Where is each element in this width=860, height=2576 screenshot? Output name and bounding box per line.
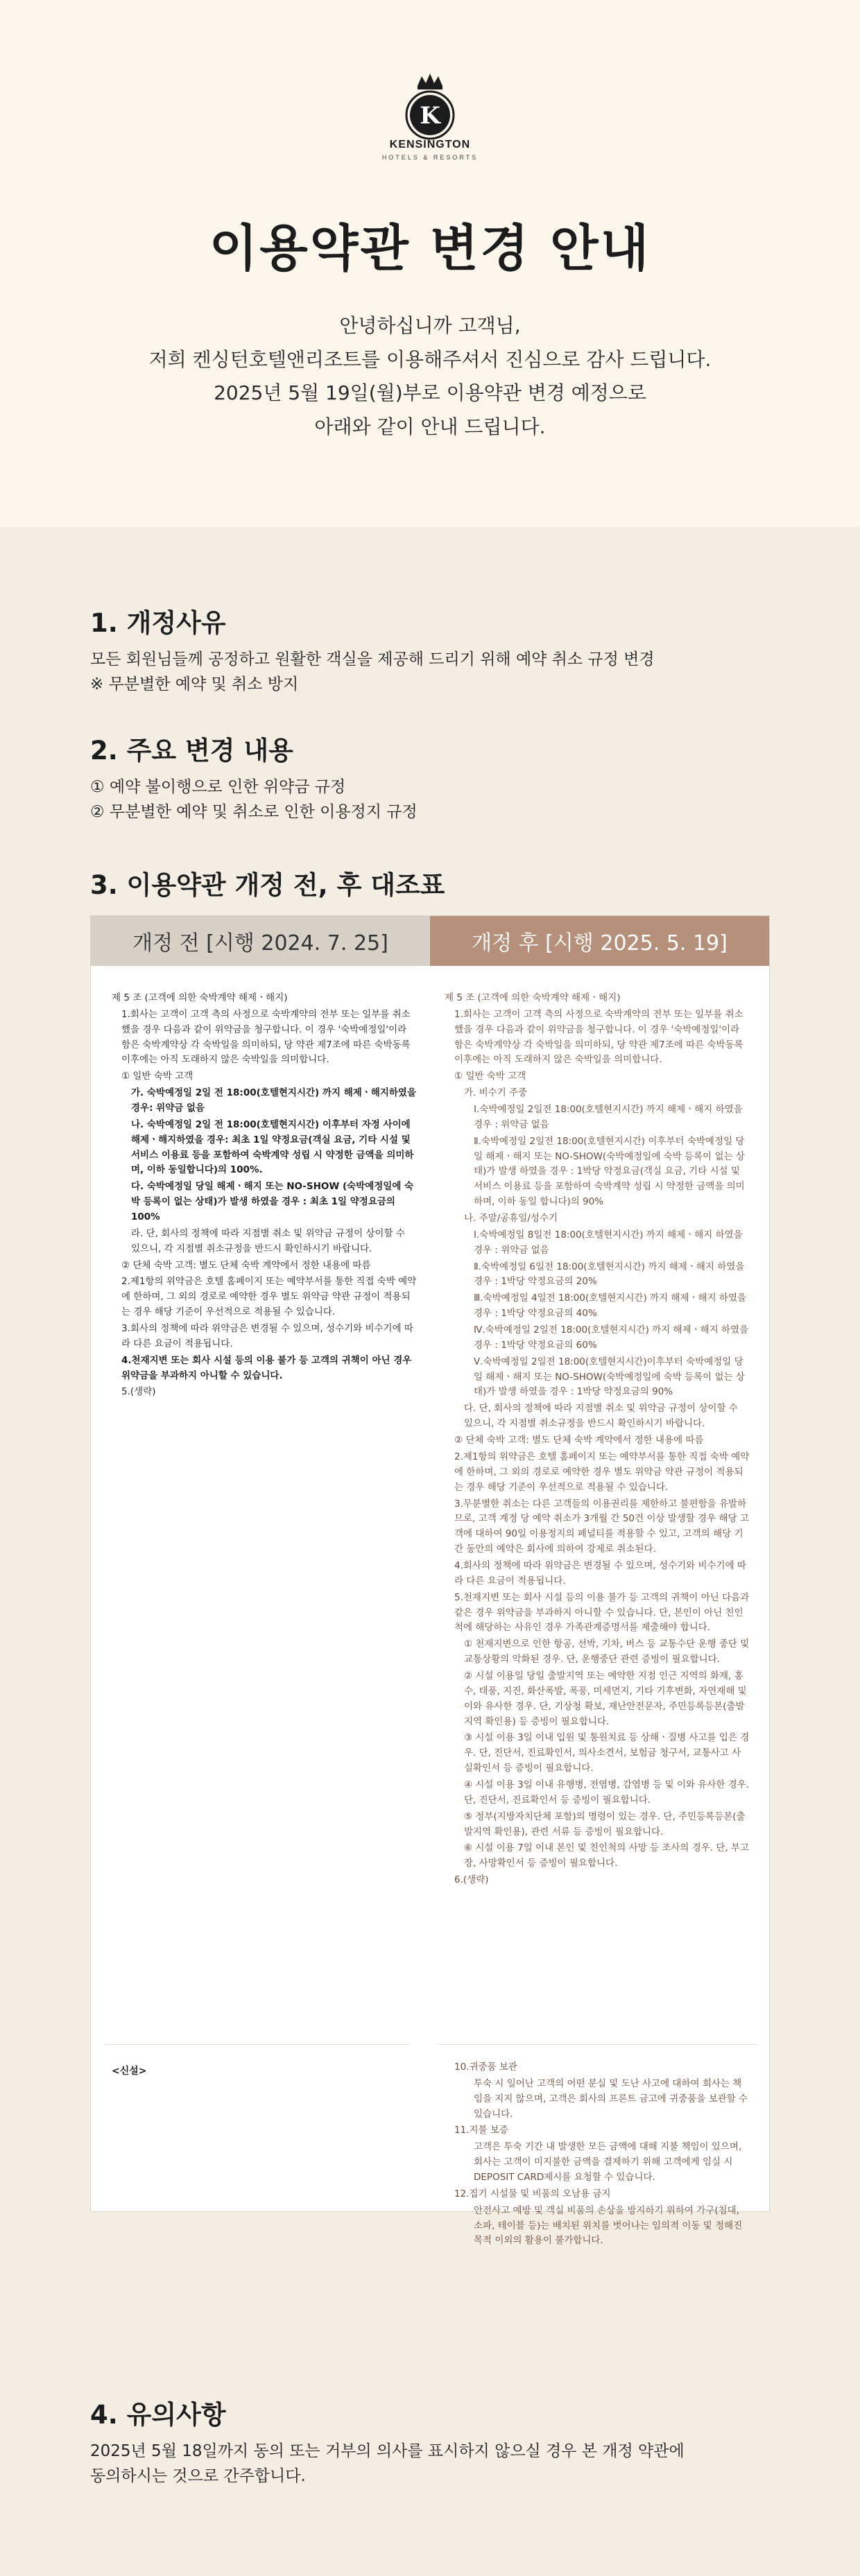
clause-line: ⑤ 정부(지방자치단체 포함)의 명령이 있는 경우. 단, 주민등록등본(출발지역 확인용), 관련 서류 등 증빙이 필요합니다. bbox=[464, 1810, 746, 1838]
clause-line: 나. 주말/공휴일/성수기 bbox=[464, 1213, 558, 1225]
clause-line: 가. 숙박예정일 2일 전 18:00(호텔현지시간) 까지 해제ㆍ해지하였을 경우: 위약금 없음 bbox=[131, 1087, 417, 1114]
svg-text:K: K bbox=[420, 102, 440, 130]
greeting-line: 아래와 같이 안내 드립니다. bbox=[314, 415, 546, 439]
divider bbox=[438, 2044, 757, 2045]
clause-line: ② 시설 이용일 당일 출발지역 또는 예약한 지점 인근 지역의 화재, 홍수, 태풍, 지진, 화산폭발, 폭풍, 미세먼지, 기타 기후변화, 자연재해 및 이와 유사한 경우. 단, 기상청 확보, 재난안전문자, 주민등록등본(출발지역 확인용) 등 증빙이 필요합니다. bbox=[464, 1670, 747, 1727]
clause-line: Ⅰ.숙박예정일 8일전 18:00(호텔현지시간) 까지 해제ㆍ해지 하였을 경우 : 위약금 없음 bbox=[474, 1229, 743, 1256]
clause-line: 4.천재지변 또는 회사 시설 등의 이용 불가 등 고객의 귀책이 아닌 경우 위약금을 부과하지 아니할 수 있습니다. bbox=[121, 1354, 412, 1381]
clause-line: 2.제1항의 위약금은 호텔 홈페이지 또는 예약부서를 통한 직접 숙박 예약에 한하며, 그 외의 경로로 예약한 경우 별도 위약금 약관 규정이 적용되는 경우 해당 기준이 우선적으로 적용될 수 있습니다. bbox=[454, 1451, 750, 1493]
clause-line: 나. 숙박예정일 2일 전 18:00(호텔현지시간) 이후부터 자정 사이에 해제ㆍ해지하였을 경우: 최초 1일 약정요금(객실 요금, 기타 시설 및 서비스 이용료 등을 포함하여 숙박계약 성립 시 약정한 금액을 의미하며, 이하 동일합니다)의 100%. bbox=[131, 1118, 414, 1176]
clause-line: Ⅱ.숙박예정일 6일전 18:00(호텔현지시간) 까지 해제ㆍ해지 하였을 경우 : 1박당 약정요금의 20% bbox=[474, 1261, 745, 1288]
greeting bbox=[0, 309, 860, 444]
section-comparison bbox=[90, 864, 770, 910]
section-text: 2025년 5월 18일까지 동의 또는 거부의 의사를 표시하지 않으실 경우 본 개정 약관에 bbox=[90, 2442, 685, 2460]
clause-line: 투숙 시 일어난 고객의 어떤 분실 및 도난 사고에 대하여 회사는 책임을 지지 않으며, 고객은 회사의 프론트 금고에 귀중품을 보관할 수 있습니다. bbox=[474, 2077, 748, 2120]
clause-line: 1.회사는 고객이 고객 측의 사정으로 숙박계약의 전부 또는 일부를 취소했을 경우 다음과 같이 위약금을 청구합니다. 이 경우 '숙박예정일'이라 함은 숙박계약상 각 숙박일을 의미하되, 당 약관 제7조에 따른 숙박동록 이후에는 아직 도래하지 않은 숙박일을 의미합니다. bbox=[454, 1008, 743, 1066]
clause-line: ① 일반 숙박 고객 bbox=[454, 1071, 526, 1082]
section-title: 2. 주요 변경 내용 bbox=[90, 736, 293, 766]
page-title: 이용약관 변경 안내 bbox=[209, 219, 651, 277]
clause-line: ③ 시설 이용 3일 이내 입원 및 통원치료 등 상해ㆍ질병 사고를 입은 경우. 단, 진단서, 진료확인서, 의사소견서, 보험금 청구서, 교통사고 사실확인서 등 증빙이 필요합니다. bbox=[464, 1732, 750, 1774]
clause-line: 11.지불 보증 bbox=[454, 2125, 508, 2136]
clause-line: ② 단체 숙박 고객: 별도 단체 숙박 계약에서 정한 내용에 따름 bbox=[121, 1259, 371, 1271]
section-notice bbox=[90, 2394, 770, 2489]
clause-line: 5.(생략) bbox=[121, 1386, 156, 1398]
clause-line: 제 5 조 (고객에 의한 숙박계약 해제ㆍ해지) bbox=[112, 992, 288, 1003]
section-text: 동의하시는 것으로 간주합니다. bbox=[90, 2466, 306, 2485]
before-header: 개정 전 [시행 2024. 7. 25] bbox=[91, 916, 430, 966]
brand-name: KENSINGTON bbox=[389, 139, 471, 150]
greeting-line: 2025년 5월 19일(월)부로 이용약관 변경 예정으로 bbox=[214, 381, 646, 405]
brand-subtitle: HOTELS & RESORTS bbox=[381, 154, 479, 161]
clause-line: ⑥ 시설 이용 7일 이내 본인 및 친인척의 사망 등 조사의 경우. 단, 부고장, 사망확인서 등 증빙이 필요합니다. bbox=[464, 1842, 750, 1869]
clause-line: 10.귀중품 보관 bbox=[454, 2061, 517, 2073]
clause-line: ① 일반 숙박 고객 bbox=[121, 1071, 194, 1082]
clause-line: 3.무분별한 취소는 다른 고객들의 이용권리를 제한하고 불편함을 유발하므로, 고객 계정 당 예약 취소가 3개월 간 50건 이상 발생할 경우 해당 고객에 대하여 90일 이용정지의 페널티를 적용할 수 있고, 고객의 해당 기간 동안의 예약은 회사에 의하여 강제로 취소된다. bbox=[454, 1498, 749, 1555]
clause-line: ① 천재지변으로 인한 항공, 선박, 기차, 버스 등 교통수단 운행 중단 및 교통상황의 악화된 경우. 단, 운행중단 관련 증빙이 필요합니다. bbox=[464, 1639, 750, 1666]
before-column bbox=[112, 991, 417, 1401]
after-header: 개정 후 [시행 2025. 5. 19] bbox=[430, 916, 769, 966]
clause-line: 안전사고 예방 및 객실 비품의 손상을 방지하기 위하여 가구(침대, 소파, 테이블 등)는 배치된 위치를 벗어나는 임의적 이동 및 정해진 목적 이외의 활용이 불가합니다. bbox=[474, 2204, 743, 2247]
greeting-line: 저희 켄싱턴호텔앤리조트를 이용해주셔서 진심으로 감사 드립니다. bbox=[148, 347, 712, 371]
clause-line: 다. 단, 회사의 정책에 따라 지점별 취소 및 위약금 규정이 상이할 수 있으니, 각 지점별 취소규정을 반드시 확인하시기 바랍니다. bbox=[464, 1403, 738, 1430]
clause-line: Ⅲ.숙박예정일 4일전 18:00(호텔현지시간) 까지 해제ㆍ해지 하였을 경우 : 1박당 약정요금의 40% bbox=[474, 1293, 747, 1320]
section-reason bbox=[90, 602, 770, 697]
clause-line: 4.회사의 정책에 따라 위약금은 변경될 수 있으며, 성수기와 비수기에 따라 다른 요금이 적용됩니다. bbox=[454, 1559, 746, 1587]
clause-line: 라. 단, 회사의 정책에 따라 지점별 취소 및 위약금 규정이 상이할 수 있으니, 각 지점별 취소규정을 반드시 확인하시기 바랍니다. bbox=[131, 1227, 405, 1254]
clause-line: 다. 숙박예정일 당일 해제ㆍ해지 또는 NO-SHOW (숙박예정일에 숙박 등록이 없는 상태)가 발생 하였을 경우 : 최초 1일 약정요금의 100% bbox=[131, 1181, 414, 1223]
clause-line: 고객은 투숙 기간 내 발생한 모든 금액에 대해 지불 책임이 있으며, 회사는 고객이 미지불한 금액을 결제하기 위해 고객에게 임실 시 DEPOSIT CARD제시를 요청할 수 있습니다. bbox=[474, 2141, 742, 2184]
after-new-clauses bbox=[445, 2060, 750, 2250]
clause-line: 6.(생략) bbox=[454, 1874, 489, 1886]
after-column bbox=[445, 991, 750, 1890]
section-title: 1. 개정사유 bbox=[90, 608, 226, 638]
clause-line: 제 5 조 (고객에 의한 숙박계약 해제ㆍ해지) bbox=[445, 992, 621, 1003]
clause-line: Ⅳ.숙박예정일 2일전 18:00(호텔현지시간) 까지 해제ㆍ해지 하였을 경우 : 1박당 약정요금의 60% bbox=[474, 1324, 749, 1351]
section-text: 모든 회원님들께 공정하고 원활한 객실을 제공해 드리기 위해 예약 취소 규정 변경 bbox=[90, 650, 655, 668]
clause-line: Ⅱ.숙박예정일 2일전 18:00(호텔현지시간) 이후부터 숙박예정일 당일 해제ㆍ해지 또는 NO-SHOW(숙박예정일에 숙박 등록이 없는 상태)가 발생 하였을 경우 : 1박당 약정요금(객실 요금, 기타 시설 및 서비스 이용료 등을 포함하여 숙박계약 성립 시 약정한 금액을 의미하며, 이하 동일 합니다)의 90% bbox=[474, 1135, 745, 1208]
section-text: ② 무분별한 예약 및 취소로 인한 이용정지 규정 bbox=[90, 802, 418, 821]
clause-line: 가. 비수기 주중 bbox=[464, 1087, 528, 1099]
section-text: ※ 무분별한 예약 및 취소 방지 bbox=[90, 675, 299, 693]
greeting-line: 안녕하십니까 고객님, bbox=[339, 314, 521, 337]
clause-line: 5.천재지변 또는 회사 시설 등의 이용 불가 등 고객의 귀책이 아닌 다음과 같은 경우 위약금을 부과하지 아니할 수 있습니다. 단, 본인이 아닌 친인척에 해당하는 사유인 경우 가족관계증명서를 제출해야 합니다. bbox=[454, 1591, 750, 1634]
comparison-header bbox=[91, 916, 769, 966]
clause-line: ② 단체 숙박 고객: 별도 단체 숙박 계약에서 정한 내용에 따름 bbox=[454, 1435, 704, 1446]
comparison-table bbox=[90, 915, 770, 2247]
section-title: 4. 유의사항 bbox=[90, 2400, 226, 2430]
clause-line: Ⅰ.숙박예정일 2일전 18:00(호텔현지시간) 까지 해제ㆍ해지 하였을 경우 : 위약금 없음 bbox=[474, 1104, 743, 1130]
clause-line: 3.회사의 정책에 따라 위약금은 변경될 수 있으며, 성수기와 비수기에 따라 다른 요금이 적용됩니다. bbox=[121, 1323, 413, 1349]
clause-line: Ⅴ.숙박예정일 2일전 18:00(호텔현지시간)이후부터 숙박예정일 당일 해제ㆍ해지 또는 NO-SHOW(숙박예정일에 숙박 등록이 없는 상태)가 발생 하였을 경우 : 1박당 약정요금의 90% bbox=[474, 1356, 745, 1398]
section-text: ① 예약 불이행으로 인한 위약금 규정 bbox=[90, 778, 346, 796]
clause-line: 12.집기 시설물 및 비품의 오남용 금지 bbox=[454, 2188, 611, 2199]
section-title: 3. 이용약관 개정 전, 후 대조표 bbox=[90, 870, 445, 900]
clause-line: 2.제1항의 위약금은 호텔 홈페이지 또는 예약부서를 통한 직접 숙박 예약에 한하며, 그 외의 경로로 예약한 경우 별도 위약금 약관 규정이 적용되는 경우 해당 기준이 우선적으로 적용될 수 있습니다. bbox=[121, 1276, 417, 1318]
header-section bbox=[0, 0, 860, 527]
divider bbox=[105, 2044, 410, 2045]
new-clause-label: <신설> bbox=[112, 2066, 147, 2077]
clause-line: ④ 시설 이용 3일 이내 유행병, 전염병, 감염병 등 및 이와 유사한 경우. 단, 진단서, 진료확인서 등 증빙이 필요합니다. bbox=[464, 1779, 750, 1806]
section-changes bbox=[90, 729, 770, 824]
clause-line: 1.회사는 고객이 고객 측의 사정으로 숙박계약의 전부 또는 일부를 취소했을 경우 다음과 같이 위약금을 청구합니다. 이 경우 '숙박예정일'이라 함은 숙박계약상 각 숙박일을 의미하되, 당 약관 제7조에 따른 숙박동록 이후에는 아직 도래하지 않은 숙박일을 의미합니다. bbox=[121, 1008, 411, 1066]
